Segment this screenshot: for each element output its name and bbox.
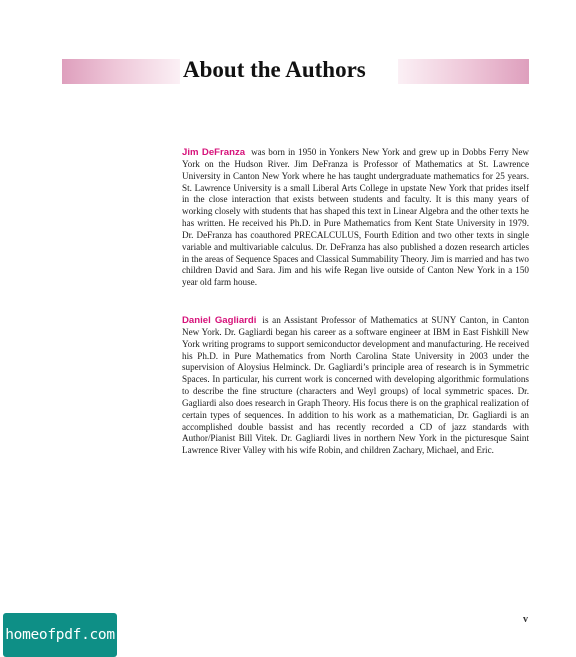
author-bio-text-defranza: was born in 1950 in Yonkers New York and grew up in Dobbs Ferry New York on the Hudson River. Jim DeFranza is Professor of Mathematics at St. Lawrence University in Canton New York where he has taught undergraduate mathematics for 25 years. St. Lawrence University is a small Liberal Arts College in upstate New York that prides itself in the close interaction that exists between students and faculty. It is this many years of working closely with students that has shaped this text in Linear Algebra and the other texts he has written. He received his Ph.D. in Pure Mathematics from Kent State University in 1979. Dr. DeFranza has coauthored PRECALCULUS, Fourth Edition and two other texts in single variable and multivariable calculus. Dr. DeFranza has also published a dozen research articles in the areas of Sequence Spaces and Classical Summability Theory. Jim is married and has two children David and Sara. Jim and his wife Regan live outside of Canton New York in a 150 year old farm house. — [182, 147, 530, 288]
author-bio-defranza — [182, 147, 529, 289]
page-number: v — [523, 614, 528, 625]
title-band-left — [62, 59, 180, 84]
author-name-gagliardi: Daniel Gagliardi — [182, 315, 257, 326]
title-band-right — [398, 59, 529, 84]
author-bio-gagliardi — [182, 315, 529, 457]
watermark-text: homeofpdf.com — [5, 627, 115, 643]
watermark-badge[interactable] — [3, 613, 117, 657]
author-name-defranza: Jim DeFranza — [182, 147, 246, 158]
page-title: About the Authors — [183, 57, 366, 82]
author-bio-text-gagliardi: is an Assistant Professor of Mathematics at SUNY Canton, in Canton New York. Dr. Gagliardi began his career as a software engineer at IBM in East Fishkill New York writing programs to support semiconductor development and manufacturing. He received his Ph.D. in Pure Mathematics from North Carolina State University in 2003 under the supervision of Aloysius Helminck. Dr. Gagliardi’s principle area of research is in Symmetric Spaces. In particular, his current work is concerned with developing algorithmic formulations to describe the fine structure (characters and Weyl groups) of local symmetric spaces. Dr. Gagliardi also does research in Graph Theory. His focus there is on the graphical realization of certain types of sequences. In addition to his work as a mathematician, Dr. Gagliardi is an accomplished double bassist and has recently recorded a CD of jazz standards with Author/Pianist Bill Vitek. Dr. Gagliardi lives in northern New York in the picturesque Saint Lawrence River Valley with his wife Robin, and children Zachary, Michael, and Eric. — [182, 315, 530, 456]
